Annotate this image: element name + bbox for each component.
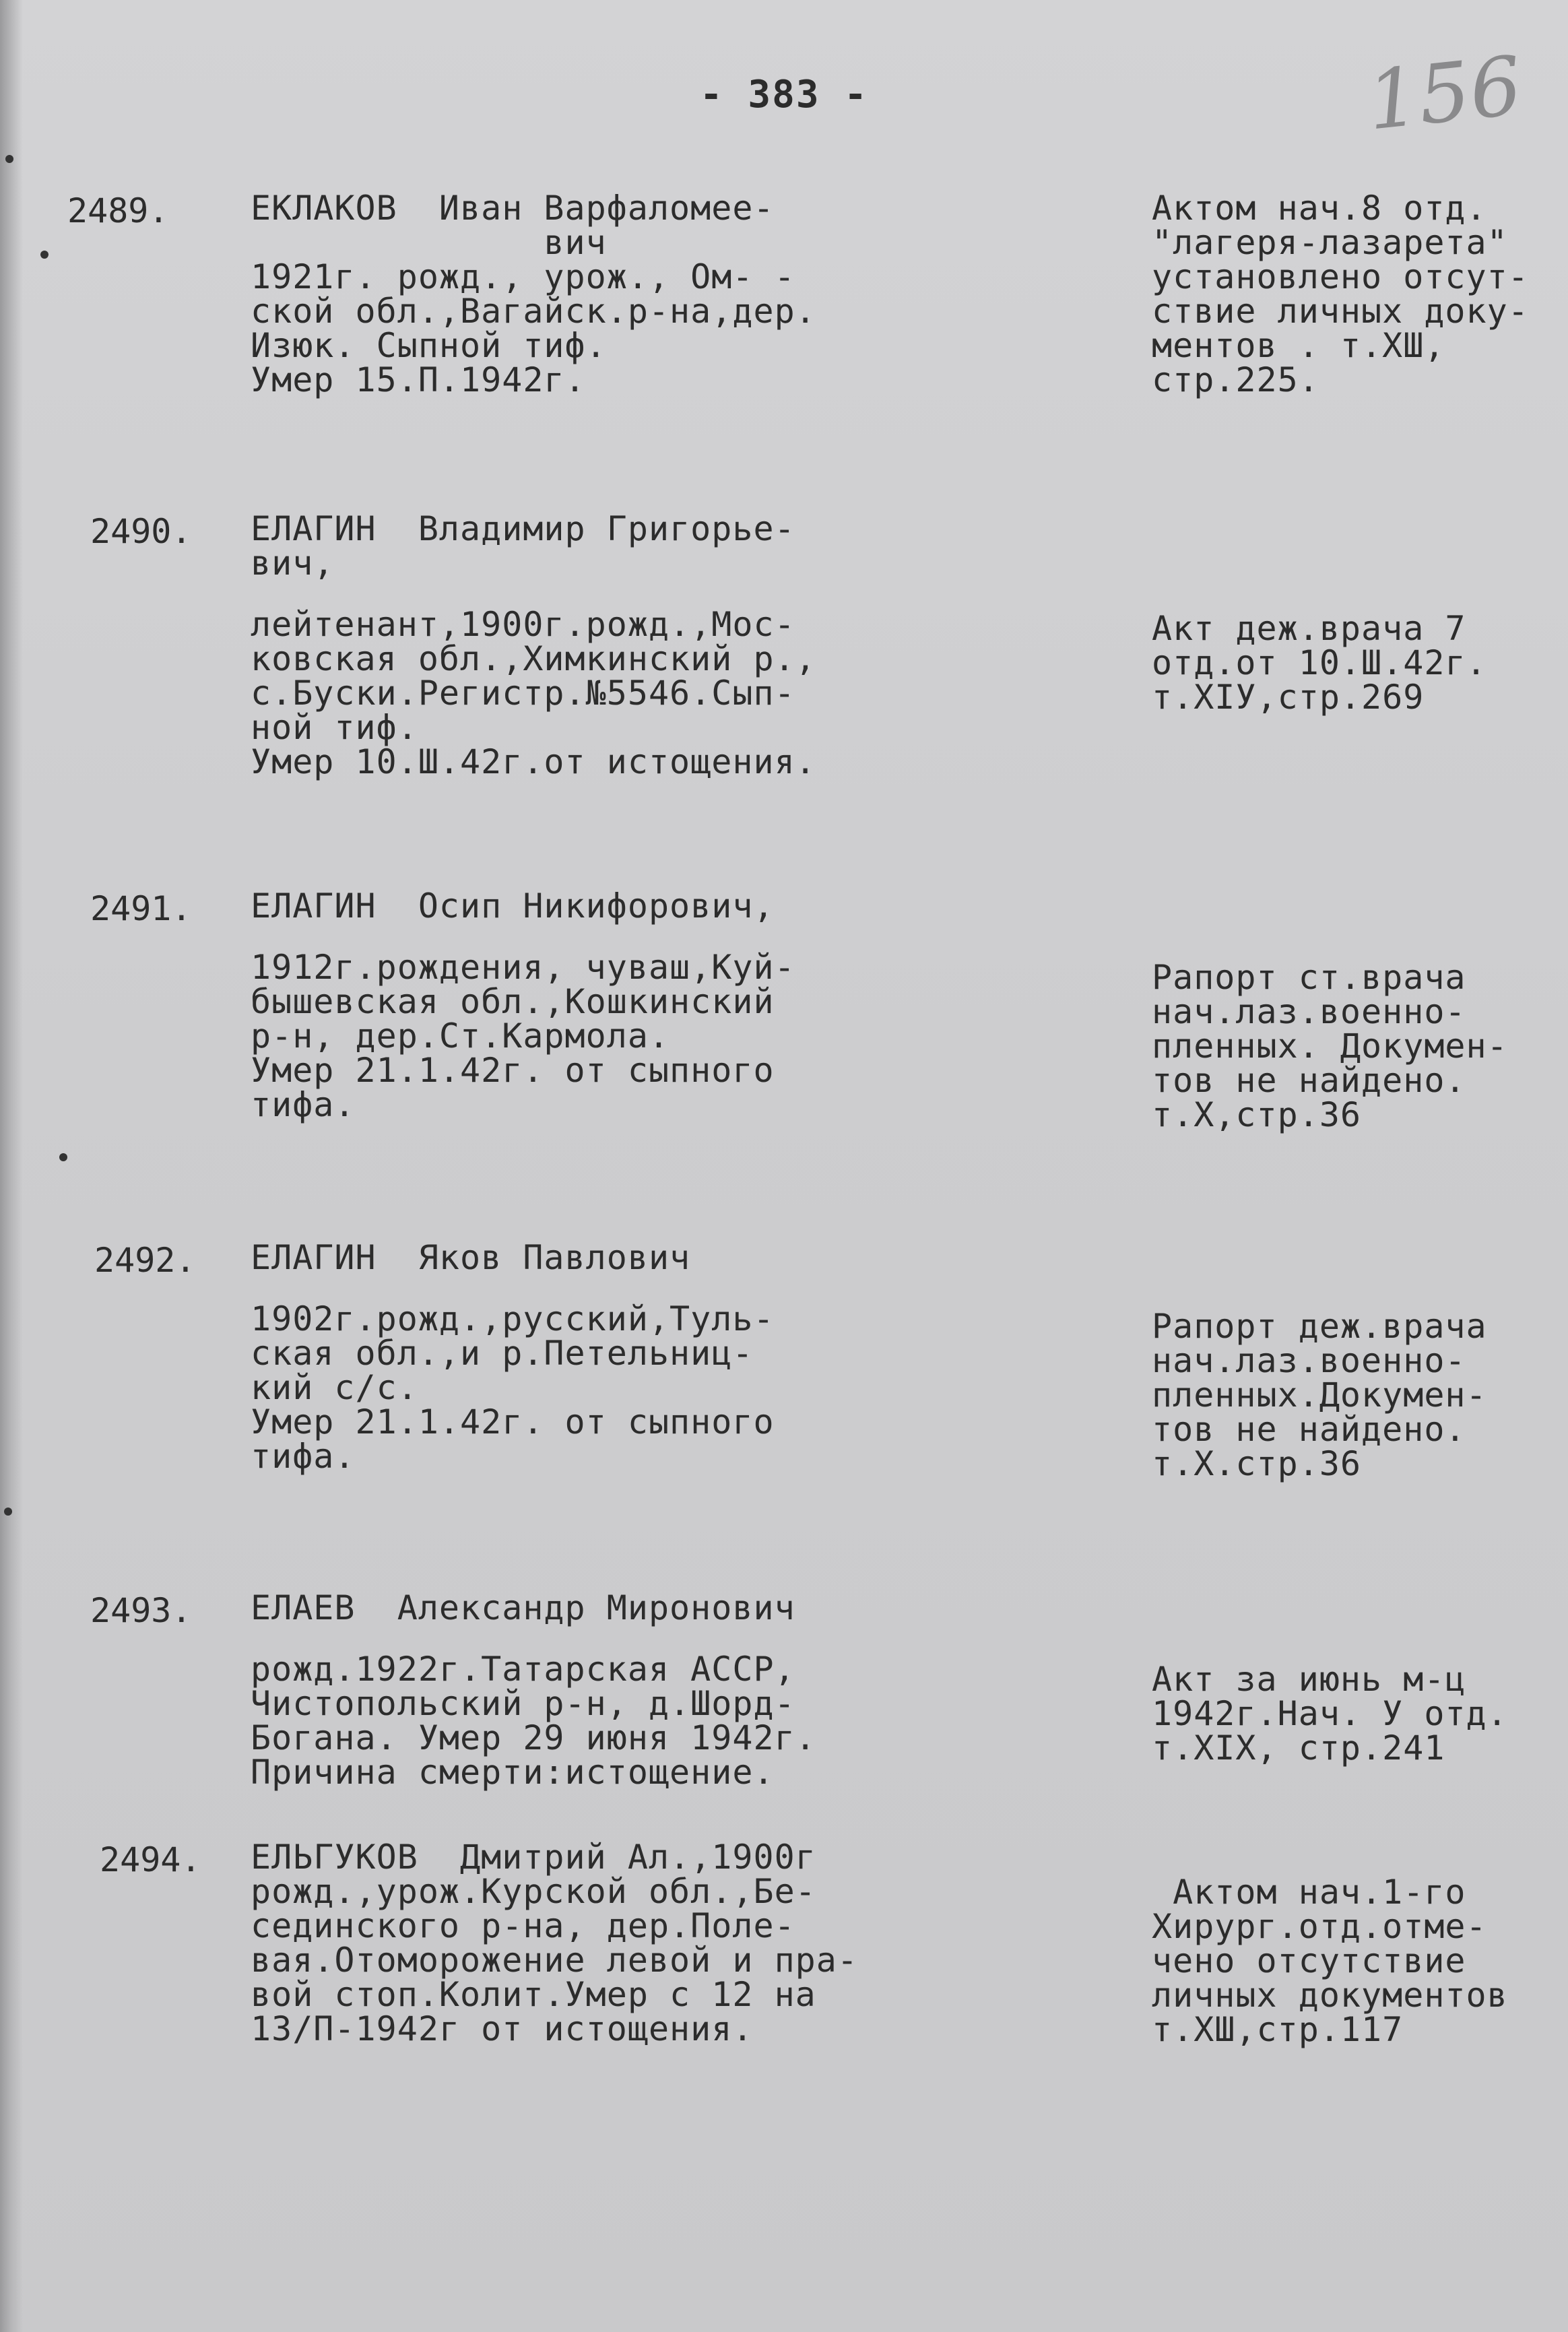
- handwritten-folio-number: 156: [1363, 39, 1526, 149]
- page-left-edge: [0, 0, 23, 2332]
- entry-number: 2490.: [90, 512, 192, 551]
- entry-text: [251, 1588, 816, 1792]
- punch-hole: [40, 251, 48, 259]
- punch-hole: [5, 155, 13, 163]
- punch-hole: [59, 1153, 67, 1161]
- entry-number: 2489.: [67, 191, 169, 230]
- entry-text: [251, 191, 816, 397]
- entry-name: ЕЛАГИН Осип Никифорович,: [251, 886, 775, 926]
- punch-hole: [4, 1508, 12, 1516]
- entry-source: Рапорт деж.врача нач.лаз.военно- пленных.Докумен- тов не найдено. т.Х.стр.36: [1152, 1307, 1487, 1483]
- entry-name: ЕЛАГИН Владимир Григорье- вич,: [251, 509, 795, 583]
- page-number: - 383 -: [699, 73, 868, 117]
- entry-details: лейтенант,1900г.рожд.,Мос- ковская обл.,Химкинский р., с.Буски.Регистр.№5546.Сып- ной тиф. Умер 10.Ш.42г.от истощения.: [251, 605, 816, 781]
- entry-source: Рапорт ст.врача нач.лаз.военно- пленных. Докумен- тов не найдено. т.Х,стр.36: [1152, 958, 1508, 1134]
- entry-details: 1902г.рожд.,русский,Туль- ская обл.,и р.Петельниц- кий с/с. Умер 21.1.42г. от сыпного тифа.: [251, 1299, 775, 1476]
- entry-number: 2494.: [100, 1840, 201, 1879]
- entry-text: [251, 509, 816, 781]
- entry-text: [251, 1238, 775, 1476]
- entry-name: ЕЛЬГУКОВ Дмитрий Ал.,1900г рожд.,урож.Курской обл.,Бе- сединского р-на, дер.Поле- вая.Отоморожение левой и пра- вой стоп.Колит.Умер с 12 на 13/П-1942г от истощения.: [251, 1838, 858, 2048]
- entry-text: [251, 886, 795, 1124]
- entry-name: ЕКЛАКОВ Иван Варфаломее- вич: [251, 189, 775, 262]
- entry-source: Акт деж.врача 7 отд.от 10.Ш.42г. т.XIУ,стр.269: [1152, 609, 1487, 717]
- entry-name: ЕЛАЕВ Александр Миронович: [251, 1588, 795, 1627]
- entry-number: 2493.: [90, 1591, 192, 1630]
- entry-source: Акт за июнь м-ц 1942г.Нач. У отд. т.XIX, стр.241: [1152, 1660, 1508, 1768]
- entry-source: Актом нач.8 отд. "лагеря-лазарета" установлено отсут- ствие личных доку- ментов . т.ХШ, стр.225.: [1152, 189, 1529, 399]
- entry-name: ЕЛАГИН Яков Павлович: [251, 1238, 691, 1277]
- entry-details: 1921г. рожд., урож., Ом- - ской обл.,Вагайск.р-на,дер. Изюк. Сыпной тиф. Умер 15.П.1942г.: [251, 257, 816, 399]
- entry-text: [251, 1840, 858, 2046]
- entry-source: Актом нач.1-го Хирург.отд.отме- чено отсутствие личных документов т.ХШ,стр.117: [1152, 1873, 1508, 2049]
- entry-details: рожд.1922г.Татарская АССР, Чистопольский р-н, д.Шорд- Богана. Умер 29 июня 1942г. Причина смерти:истощение.: [251, 1650, 816, 1792]
- entry-number: 2492.: [94, 1241, 196, 1280]
- entry-number: 2491.: [90, 889, 192, 928]
- entry-details: 1912г.рождения, чуваш,Куй- бышевская обл.,Кошкинский р-н, дер.Ст.Кармола. Умер 21.1.42г. от сыпного тифа.: [251, 948, 795, 1124]
